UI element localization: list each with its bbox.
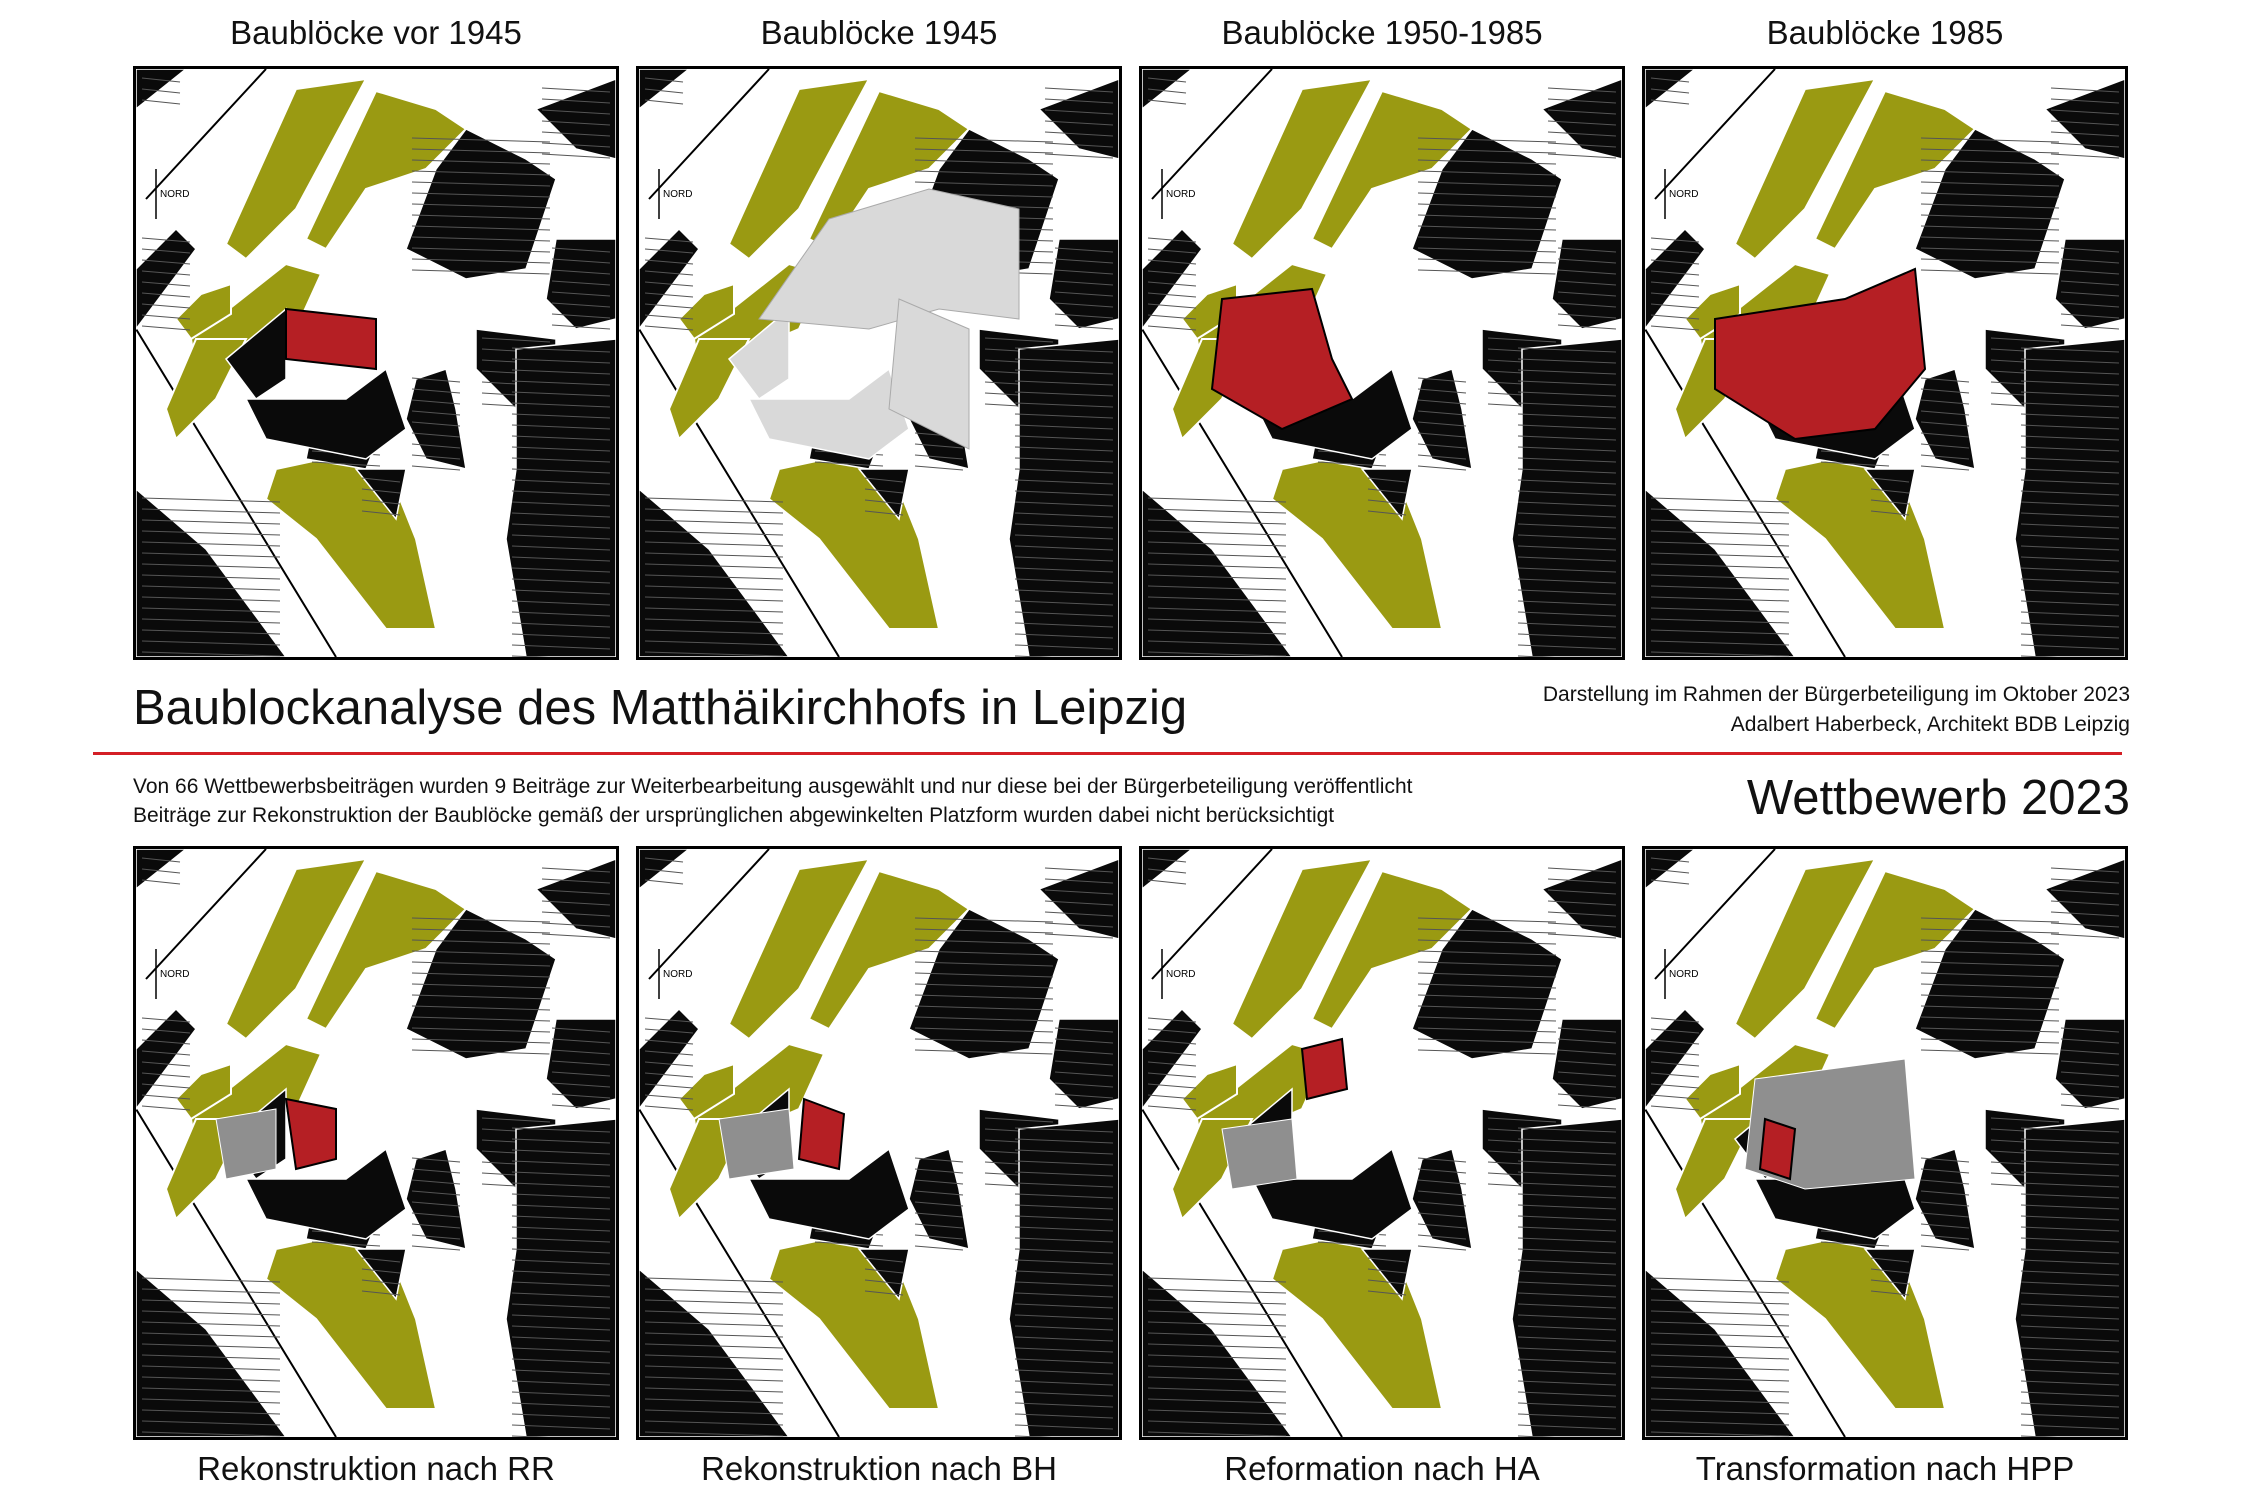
panel-caption-8: Transformation nach HPP — [1695, 1450, 2075, 1487]
panel-title-1: Baublöcke vor 1945 — [230, 14, 522, 51]
building-block — [2015, 339, 2125, 657]
competition-note — [133, 772, 1412, 830]
credits-line-2: Adalbert Haberbeck, Architekt BDB Leipzig — [1730, 713, 2130, 736]
map-panel-5 — [133, 846, 619, 1440]
map-panel-8 — [1642, 846, 2128, 1440]
note-line-2: Beiträge zur Rekonstruktion der Baublöcke gemäß der ursprünglichen abgewinkelten Platzform wurden dabei nicht berücksichtigt — [133, 804, 1335, 827]
map-panel-6 — [636, 846, 1122, 1440]
map-panel-2 — [636, 66, 1122, 660]
north-label: NORD — [1669, 969, 1699, 980]
map-svg — [1645, 849, 2125, 1437]
highlight-block — [1760, 1119, 1795, 1179]
north-label: NORD — [663, 189, 693, 200]
map-panel-7 — [1139, 846, 1625, 1440]
map-svg — [1142, 849, 1622, 1437]
panel-title-2: Baublöcke 1945 — [760, 14, 998, 51]
panel-caption-7: Reformation nach HA — [1224, 1450, 1540, 1487]
map-svg — [136, 849, 616, 1437]
north-label: NORD — [160, 969, 190, 980]
map-svg — [639, 69, 1119, 657]
competition-title: Wettbewerb 2023 — [1746, 771, 2130, 825]
panel-caption-5: Rekonstruktion nach RR — [197, 1450, 555, 1487]
page-heading: Baublockanalyse des Matthäikirchhofs in Leipzig — [133, 681, 1188, 735]
panel-title-3: Baublöcke 1950-1985 — [1221, 14, 1543, 51]
north-label: NORD — [663, 969, 693, 980]
building-block — [1512, 1119, 1622, 1437]
credits — [1543, 680, 2130, 740]
map-svg — [136, 69, 616, 657]
map-svg — [1142, 69, 1622, 657]
map-panel-3 — [1139, 66, 1625, 660]
map-svg — [1645, 69, 2125, 657]
map-panel-1 — [133, 66, 619, 660]
north-label: NORD — [1166, 189, 1196, 200]
building-block — [506, 339, 616, 657]
open-space — [1222, 1119, 1297, 1189]
credits-line-1: Darstellung im Rahmen der Bürgerbeteiligung im Oktober 2023 — [1542, 683, 2130, 706]
north-label: NORD — [1669, 189, 1699, 200]
building-block — [2015, 1119, 2125, 1437]
north-label: NORD — [160, 189, 190, 200]
map-panel-4 — [1642, 66, 2128, 660]
panel-title-4: Baublöcke 1985 — [1766, 14, 2004, 51]
highlight-block — [1302, 1039, 1347, 1099]
panel-caption-6: Rekonstruktion nach BH — [701, 1450, 1057, 1487]
open-space — [719, 1109, 794, 1179]
highlight-block — [286, 1099, 336, 1169]
note-line-1: Von 66 Wettbewerbsbeiträgen wurden 9 Beiträge zur Weiterbearbeitung ausgewählt und nur diese bei der Bürgerbeteiligung veröffentlicht — [133, 775, 1413, 798]
building-block — [506, 1119, 616, 1437]
highlight-block — [286, 309, 376, 369]
building-block — [1009, 339, 1119, 657]
divider-rule — [93, 752, 2122, 755]
north-label: NORD — [1166, 969, 1196, 980]
building-block — [1512, 339, 1622, 657]
open-space — [216, 1109, 276, 1179]
building-block — [1009, 1119, 1119, 1437]
map-svg — [639, 849, 1119, 1437]
